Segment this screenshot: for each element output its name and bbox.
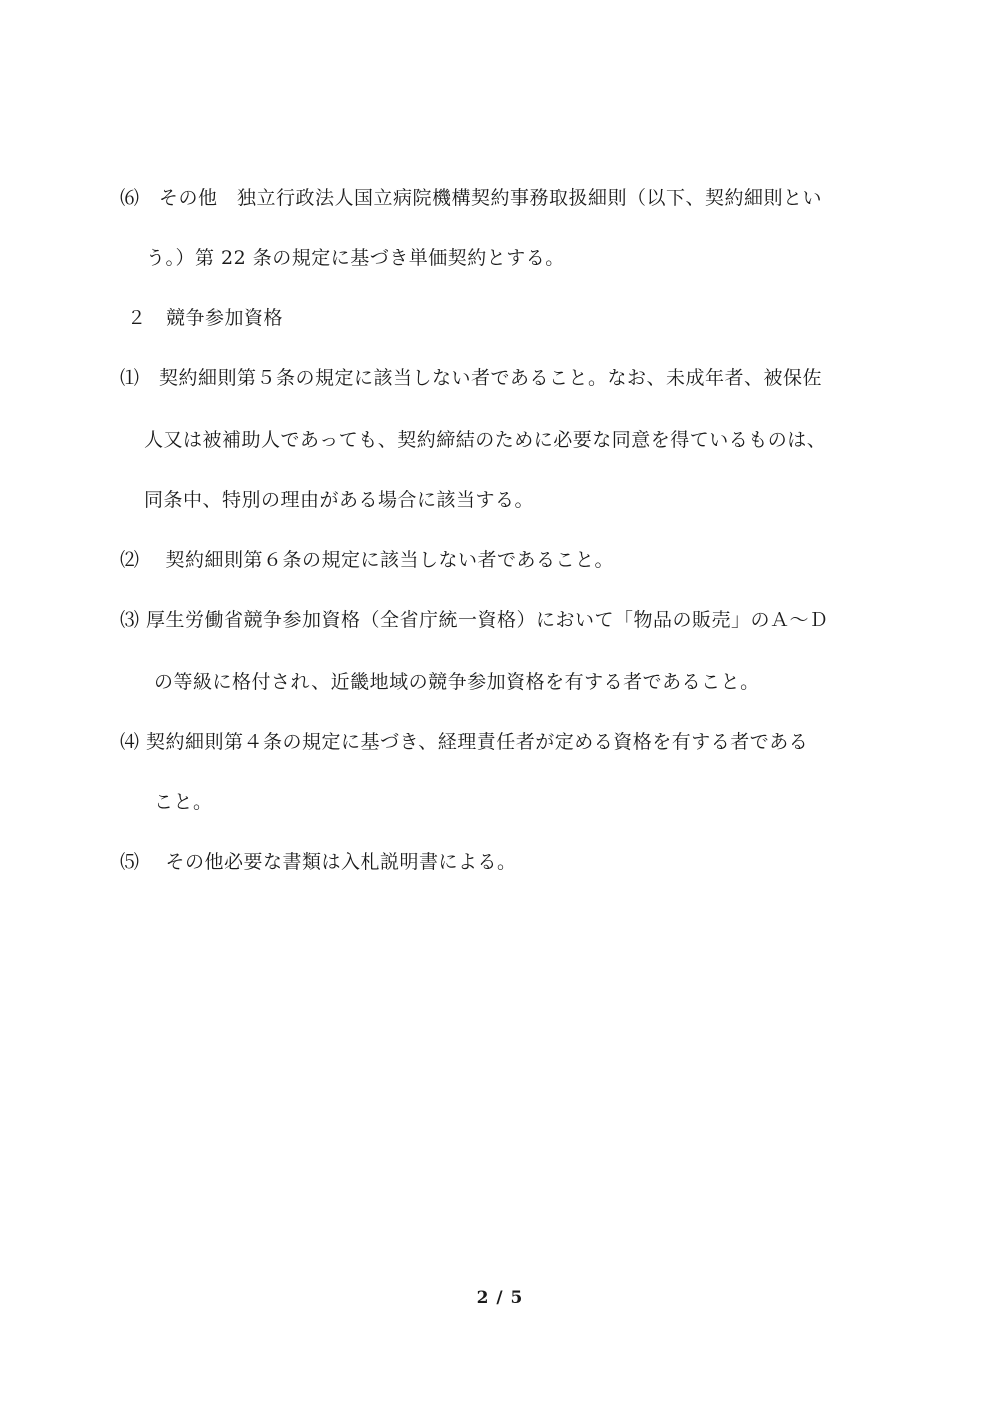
item-2-line-1: ⑵ 契約細則第６条の規定に該当しない者であること。 [120,549,615,571]
item-1-line-3: 同条中、特別の理由がある場合に該当する。 [144,489,535,511]
item-6-line-2: う。）第 22 条の規定に基づき単価契約とする。 [146,247,565,269]
item-4-line-1: ⑷ 契約細則第４条の規定に基づき、経理責任者が定める資格を有する者である [120,731,809,753]
item-4-line-2: こと。 [154,791,213,813]
item-6-line-1: ⑹ その他 独立行政法人国立病院機構契約事務取扱細則（以下、契約細則とい [120,187,823,209]
item-3-line-2: の等級に格付され、近畿地域の競争参加資格を有する者であること。 [154,671,760,693]
item-1-line-2: 人又は被補助人であっても、契約締結のために必要な同意を得ているものは、 [144,429,827,451]
section-2-heading: ２ 競争参加資格 [127,307,284,329]
item-5-line-1: ⑸ その他必要な書類は入札説明書による。 [120,851,517,873]
page-number: 2 / 5 [476,1288,524,1308]
item-3-line-1: ⑶ 厚生労働省競争参加資格（全省庁統一資格）において「物品の販売」のＡ～Ｄ [120,609,829,631]
item-1-line-1: ⑴ 契約細則第５条の規定に該当しない者であること。なお、未成年者、被保佐 [120,367,823,389]
